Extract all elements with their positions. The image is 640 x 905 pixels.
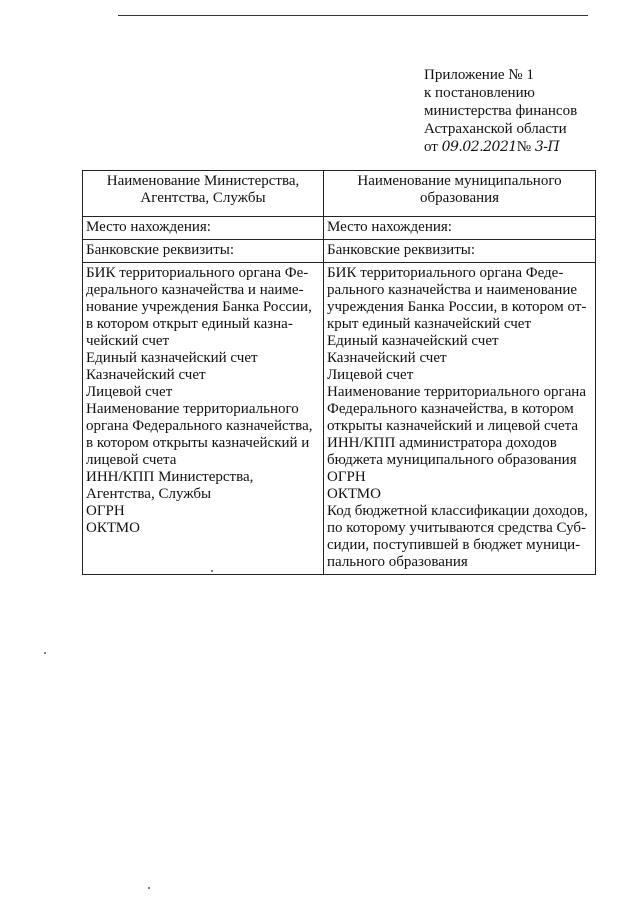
detail-left-line: Казначейский счет <box>86 367 206 383</box>
header-ministry <box>83 171 324 217</box>
header-left-line: Наименование Министерства, <box>106 173 300 189</box>
detail-left-line: лицевой счета <box>86 452 177 468</box>
detail-right-line: учреждения Банка России, в котором от- <box>327 299 587 315</box>
table-header-row <box>83 171 596 217</box>
detail-left-line: в котором открыты казначейский и <box>86 435 310 451</box>
detail-right-line: бюджета муниципального образования <box>327 452 577 468</box>
location-right: Место нахождения: <box>324 217 596 240</box>
detail-right-line: сидии, поступившей в бюджет муници- <box>327 537 581 553</box>
detail-left-line: ОКТМО <box>86 520 140 536</box>
details-right <box>324 263 596 575</box>
appendix-line-4: Астраханской области <box>424 121 567 137</box>
detail-right-line: по которому учитываются средства Суб- <box>327 520 587 536</box>
location-left: Место нахождения: <box>83 217 324 240</box>
detail-left-line: чейский счет <box>86 333 170 349</box>
detail-right-line: крыт единый казначейский счет <box>327 316 531 332</box>
detail-left-line: ОГРН <box>86 503 125 519</box>
header-right-line: Наименование муниципального <box>357 173 562 189</box>
location-row <box>83 217 596 240</box>
scan-speck <box>211 570 213 572</box>
detail-left-line: Лицевой счет <box>86 384 173 400</box>
detail-left-line: БИК территориального органа Фе- <box>86 265 309 281</box>
detail-left-line: нование учреждения Банка России, <box>86 299 312 315</box>
appendix-line-2: к постановлению <box>424 85 535 101</box>
scan-speck <box>44 652 46 654</box>
details-row <box>83 263 596 575</box>
detail-left-line: дерального казначейства и наиме- <box>86 282 304 298</box>
detail-right-line: Казначейский счет <box>327 350 447 366</box>
handwritten-number: 3-П <box>534 139 560 155</box>
detail-right-line: ОГРН <box>327 469 366 485</box>
detail-left-line: ИНН/КПП Министерства, <box>86 469 254 485</box>
detail-left-line: в котором открыт единый казна- <box>86 316 293 332</box>
detail-left-line: органа Федерального казначейства, <box>86 418 313 434</box>
appendix-title: Приложение № 1 <box>424 67 534 83</box>
detail-right-line: БИК территориального органа Феде- <box>327 265 564 281</box>
detail-right-line: Наименование территориального органа <box>327 384 586 400</box>
appendix-line-3: министерства финансов <box>424 103 578 119</box>
bank-right: Банковские реквизиты: <box>324 240 596 263</box>
handwritten-date: 09.02.2021 <box>441 139 517 155</box>
date-prefix: от <box>424 139 438 155</box>
header-left-line: Агентства, Службы <box>140 190 266 206</box>
bank-row <box>83 240 596 263</box>
number-prefix: № <box>516 139 532 155</box>
top-border-line <box>118 15 588 16</box>
detail-right-line: ОКТМО <box>327 486 381 502</box>
detail-right-line: Лицевой счет <box>327 367 414 383</box>
detail-right-line: открыты казначейский и лицевой счета <box>327 418 579 434</box>
detail-left-line: Наименование территориального <box>86 401 299 417</box>
detail-left-line: Агентства, Службы <box>86 486 212 502</box>
appendix-header <box>424 66 624 156</box>
requisites-table <box>82 170 596 575</box>
details-left <box>83 263 324 575</box>
detail-right-line: пального образования <box>327 554 468 570</box>
scan-speck <box>148 887 150 889</box>
appendix-date-line <box>424 138 624 156</box>
header-municipality <box>324 171 596 217</box>
header-right-line: образования <box>419 190 500 206</box>
detail-left-line: Единый казначейский счет <box>86 350 258 366</box>
detail-right-line: рального казначейства и наименование <box>327 282 578 298</box>
detail-right-line: Федерального казначейства, в котором <box>327 401 574 417</box>
detail-right-line: Код бюджетной классификации доходов, <box>327 503 588 519</box>
bank-left: Банковские реквизиты: <box>83 240 324 263</box>
detail-right-line: Единый казначейский счет <box>327 333 499 349</box>
detail-right-line: ИНН/КПП администратора доходов <box>327 435 557 451</box>
